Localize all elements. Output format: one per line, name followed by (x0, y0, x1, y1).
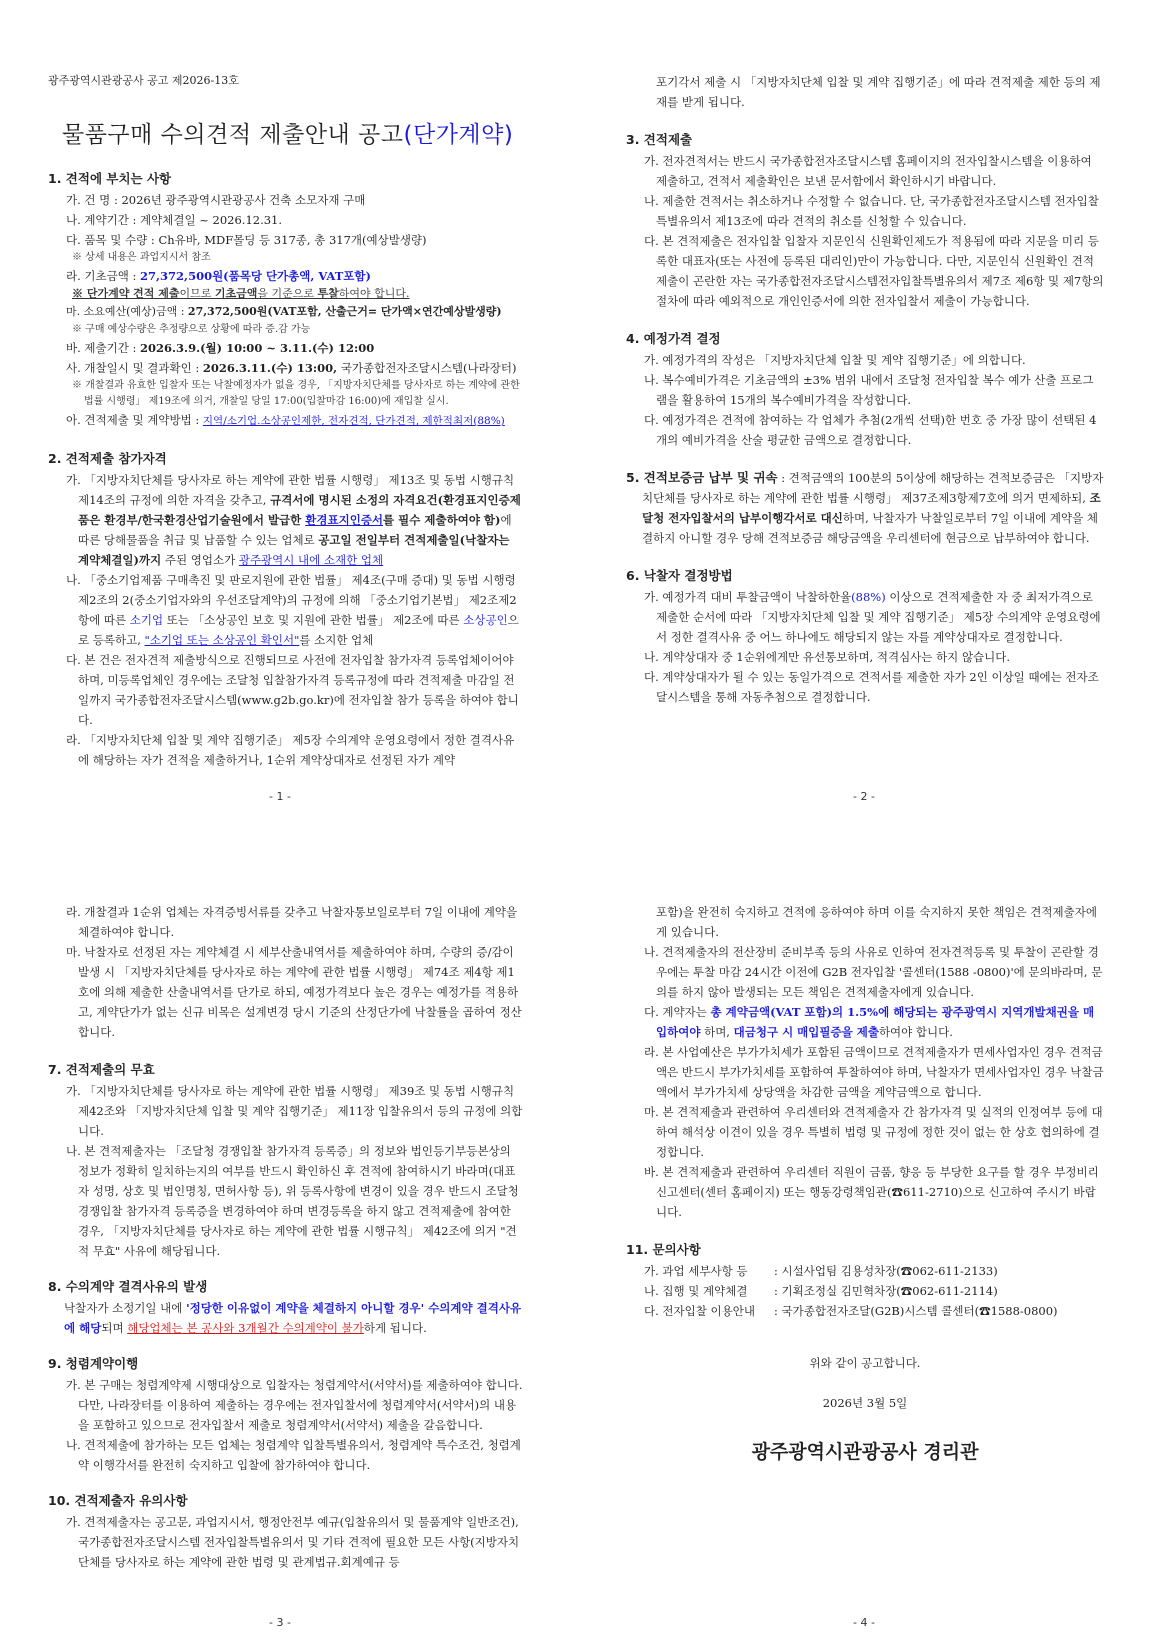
s4-ga: 가. 예정가격의 작성은 「지방자치단체 입찰 및 계약 집행기준」에 의합니다. (644, 353, 1026, 367)
p4-da-4: 대금청구 시 매입필증을 제출 (733, 1025, 879, 1039)
notice-number: 광주광역시관광공사 공고 제2026-13호 (48, 74, 239, 87)
section-4-title: 4. 예정가격 결정 (626, 331, 721, 346)
s1-sa (48, 358, 524, 378)
section-8-title: 8. 수의계약 결격사유의 발생 (48, 1279, 208, 1294)
closing-statement: 위와 같이 공고합니다. (809, 1356, 921, 1370)
signature: 광주광역시관광공사 경리관 (751, 1441, 979, 1463)
s6-na: 나. 계약상대자 중 1순위에게만 유선통보하며, 적격심사는 하지 않습니다. (644, 650, 1011, 664)
s2-ga-7: 주된 영업소가 (161, 553, 239, 567)
contact-value: : 시설사업팀 김용성차장(☎062-611-2133) (774, 1264, 998, 1278)
s1-da: 다. 품목 및 수량 : Ch유바, MDF몰딩 등 317종, 총 317개(예상발생량) (66, 233, 427, 247)
p3-ma: 마. 낙찰자로 선정된 자는 계약체결 시 세부산출내역서를 제출하여야 하며, 수량의 증/감이 발생 시 「지방자치단체를 당사자로 하는 계약에 관한 법률 시행령」 제74조 제4항 제1호에 의해 제출한 산출내역서를 단가로 하되, 예정가격보다 높은 경우는 예정가를 적용하고, 계약단가가 없는 신규 비목은 설계변경 당시 기준의 산정단가에 낙찰률을 곱하여 정산합니다. (66, 945, 522, 1039)
s1-a (48, 410, 524, 431)
page-3 (0, 826, 560, 1652)
s1-ma (48, 302, 524, 322)
s1-sa-value: 2026.3.11.(수) 13:00, (202, 361, 338, 375)
s7-na: 나. 본 견적제출자는 「조달청 경쟁입찰 참가자격 등록증」의 정보와 법인등기부등본상의 정보가 정확히 일치하는지의 여부를 반드시 확인하신 후 견적에 참여하시기 바라며(대표자 성명, 상호 및 법인명칭, 면허사항 등), 위 등록사항에 변경이 있을 경우 반드시 조달청 경쟁입찰 참가자격 등록증을 변경하여야 하며 변경등록을 하지 않고 견적제출에 참여한 경우, 「지방자치단체를 당사자로 하는 계약에 관한 법률 시행규칙」 제42조에 의거 "견적 무효" 사유에 해당됩니다. (66, 1144, 519, 1258)
contact-value: : 국가종합전자조달(G2B)시스템 콜센터(☎1588-0800) (774, 1304, 1058, 1318)
ra-note-f: 하여야 합니다. (338, 287, 410, 300)
s5-body-2: 조달청 전자입찰서의 납부이행각서로 대신 (642, 491, 1101, 525)
s5-body-3: 하며, 낙찰자가 낙찰일로부터 7일 이내에 계약을 체결하지 아니할 경우 당해 견적보증금 해당금액을 우리센터에 현금으로 납부하여야 합니다. (642, 511, 1098, 545)
contact-label: 나. 집행 및 계약체결 (644, 1284, 748, 1298)
page-number-2: - 2 - (853, 790, 875, 803)
s2-na-7: 를 소지한 업체 (299, 633, 374, 647)
s1-sa-label: 사. 개찰일시 및 결과확인 : (66, 361, 203, 375)
page-number-4: - 4 - (853, 1616, 875, 1629)
s1-ra-value: 27,372,500원(품목당 단가총액, VAT포함) (140, 269, 371, 283)
contact-label: 다. 전자입찰 이용안내 (644, 1304, 755, 1318)
section-9 (48, 1354, 524, 1475)
contact-row (626, 1281, 1104, 1301)
section-7 (48, 1060, 524, 1261)
p4-da-2: 총 계약금액(VAT 포함)의 1.5%에 해당되는 광주광역시 지역개발채권을 매입하여야 (656, 1005, 1095, 1039)
section-10-title: 10. 견적제출자 유의사항 (48, 1493, 188, 1508)
document-title (62, 116, 524, 149)
p4-da-5: 하여야 합니다. (878, 1025, 953, 1039)
s6-ga-3: 이상으로 견적제출한 자 중 최저가격으로 제출한 순서에 따라 「지방자치단체 입찰 및 계약 집행기준」 제5장 수의계약 운영요령에서 정한 결격사유 중 어느 하나에도 해당되지 않는 자를 계약상대자로 결정합니다. (656, 590, 1101, 644)
section-2-title: 2. 견적제출 참가자격 (48, 451, 167, 466)
title-main: 물품구매 수의견적 제출안내 공고 (62, 122, 404, 148)
section-2 (48, 449, 524, 770)
ra-note-d: 을 기준으로 (257, 287, 318, 300)
s2-da: 다. 본 건은 전자견적 제출방식으로 진행되므로 사전에 전자입찰 참가자격 등록업체이어야 하며, 미등록업체인 경우에는 조달청 입찰참가자격 등록규정에 따라 견적제출 마감일 전일까지 국가종합전자조달시스템(www.g2b.go.kr)에 전자입찰 참가 등록을 하여야 합니다. (66, 653, 519, 727)
s9-ga: 가. 본 구매는 청렴계약제 시행대상으로 입찰자는 청렴계약서(서약서)를 제출하여야 합니다. 다만, 나라장터를 이용하여 제출하는 경우에는 전자입찰서에 청렴계약서(서약서)의 내용을 포함하고 있으므로 전자입찰서 제출로 청렴계약서(서약서) 제출을 갈음합니다. (66, 1378, 523, 1432)
s1-ba-label: 바. 제출기간 : (66, 341, 141, 355)
page-4 (584, 826, 1144, 1652)
section-9-title: 9. 청렴계약이행 (48, 1356, 139, 1371)
s2-ga-1: 가. 「지방자치단체를 당사자로 하는 계약에 관한 법률 시행령」 제13조 및 동법 시행규칙 제14조의 규정에 의한 자격을 갖추고, (66, 473, 515, 507)
s3-ga: 가. 전자견적서는 반드시 국가종합전자조달시스템 홈페이지의 전자입찰시스템을 이용하여 제출하고, 견적서 제출확인은 보낸 문서함에서 확인하시기 바랍니다. (644, 154, 1092, 188)
section-11 (626, 1240, 1104, 1321)
s2-ra: 라. 「지방자치단체 입찰 및 계약 집행기준」 제5장 수의계약 운영요령에서 정한 결격사유에 해당하는 자가 견적을 제출하거나, 1순위 계약상대자로 선정된 자가 계약 (66, 733, 515, 767)
p4-ra: 라. 본 사업예산은 부가가치세가 포함된 금액이므로 견적제출자가 면세사업자인 경우 견적금액은 반드시 부가가치세를 포함하여 투찰하여야 하며, 낙찰자가 면세사업자인 경우 낙찰금액에서 부가가치세 상당액을 차감한 금액을 계약금액으로 합니다. (644, 1045, 1104, 1099)
s10-ga: 가. 견적제출자는 공고문, 과업지시서, 행정안전부 예규(입찰유의서 및 물품계약 일반조건), 국가종합전자조달시스템 전자입찰특별유의서 및 기타 견적에 필요한 모든 사항(지방자치단체를 당사자로 하는 계약에 관한 법령 및 관계법규.회계예규 등 (66, 1515, 520, 1569)
s6-da: 다. 계약상대자가 될 수 있는 동일가격으로 견적서를 제출한 자가 2인 이상일 때에는 전자조달시스템을 통해 자동추첨으로 결정합니다. (644, 670, 1099, 704)
section-5 (626, 468, 1104, 548)
s2-ga-2: 규격서에 명시된 소정의 자격요건(환경표지인증제품은 환경부/한국환경산업기술원에서 발급한 (78, 493, 521, 527)
section-3-title: 3. 견적제출 (626, 132, 693, 147)
p4-top: 포함)을 완전히 숙지하고 견적에 응하여야 하며 이를 숙지하지 못한 책임은 견적제출자에게 있습니다. (656, 905, 1097, 939)
section-8 (48, 1277, 524, 1338)
p4-ma: 마. 본 견적제출과 관련하여 우리센터와 견적제출자 간 참가자격 및 실적의 인정여부 등에 대하여 해석상 이견이 있을 경우 특별히 법령 및 규정에 정한 것이 없는 한 상호 협의하에 결정합니다. (644, 1105, 1103, 1159)
s2-ga-5: 에 따른 당해물품을 취급 및 납품할 수 있는 업체로 (78, 513, 512, 547)
s2-ga-4: 를 필수 제출하여야 함) (383, 513, 501, 527)
s8-body-2: '정당한 이유없이 계약을 체결하지 아니할 경우' 수의계약 결격사유에 해당 (64, 1301, 522, 1335)
p4-da-3: 하며, (700, 1025, 734, 1039)
s1-sa-post: 국가종합전자조달시스템(나라장터) (337, 361, 517, 375)
section-4 (626, 329, 1104, 450)
s1-a-label: 아. 견적제출 및 계약방법 : (66, 413, 203, 427)
contact-value: : 기획조정실 김민혁차장(☎062-611-2114) (774, 1284, 998, 1298)
notice-date: 2026년 3월 5일 (822, 1396, 908, 1410)
s2-ga (48, 470, 524, 570)
s2-na-1: 나. 「중소기업제품 구매촉진 및 판로지원에 관한 법률」 제4조(구매 증대) 및 동법 시행령 제2조의 2(중소기업자와의 우선조달계약)의 규정에 의해 「중소기업기본법」 제2조제2항에 따른 (66, 573, 517, 627)
s8-body-4: 해당업체는 본 공사와 3개월간 수의계약이 불가 (127, 1321, 364, 1335)
section-5-title: 5. 견적보증금 납부 및 귀속 (626, 470, 778, 485)
section-10 (48, 1491, 524, 1572)
s1-ra-note (48, 286, 524, 302)
s6-ga-2: (88%) (851, 590, 886, 604)
s3-na: 나. 제출한 견적서는 취소하거나 수정할 수 없습니다. 단, 국가종합전자조달시스템 전자입찰특별유의서 제13조에 따라 견적의 취소를 신청할 수 있습니다. (644, 194, 1099, 228)
ra-note-b: 이므로 (179, 287, 215, 300)
s2-na-2: 소기업 (129, 613, 164, 627)
s9-na: 나. 견적제출에 참가하는 모든 업체는 청렴계약 입찰특별유의서, 청렴계약 특수조건, 청렴계약 이행각서를 완전히 숙지하고 입찰에 참가하여야 합니다. (66, 1438, 521, 1472)
ra-note-c: 기초금액 (214, 287, 258, 300)
ra-note-a: ※ 단가계약 견적 제출 (72, 287, 180, 300)
s2-ga-6: 공고일 전일부터 견적제출일(낙찰자는 계약체결일)까지 (78, 533, 510, 567)
p2-continuation: 포기각서 제출 시 「지방자치단체 입찰 및 계약 집행기준」에 따라 견적제출 제한 등의 제재를 받게 됩니다. (656, 75, 1101, 109)
s1-da-note: ※ 상세 내용은 과업지시서 참조 (72, 252, 211, 263)
section-6 (626, 566, 1104, 707)
s2-ga-8: 광주광역시 내에 소재한 업체 (238, 553, 384, 567)
page-2 (584, 0, 1144, 826)
p4-na: 나. 견적제출자의 전산장비 준비부족 등의 사유로 인하여 전자견적등록 및 투찰이 곤란할 경우에는 투찰 마감 24시간 이전에 G2B 전자입찰 '콜센터(1588 -0800)'에 문의바라며, 문의를 하지 않아 발생되는 모든 책임은 견적제출자에게 있습니다. (644, 945, 1103, 999)
s1-ra-label: 라. 기초금액 : (66, 269, 141, 283)
s5-body-1: : 견적금액의 100분의 5이상에 해당하는 견적보증금은 「지방자치단체를 당사자로 하는 계약에 관한 법률 시행령」 제37조제3항제7호에 의거 면제하되, (642, 471, 1104, 505)
s1-ga: 가. 건 명 : 2026년 광주광역시관광공사 건축 소모자재 구매 (66, 193, 366, 207)
s7-ga: 가. 「지방자치단체를 당사자로 하는 계약에 관한 법률 시행령」 제39조 및 동법 시행규칙 제42조와 「지방자치단체 입찰 및 계약 집행기준」 제11장 입찰유의서 등의 규정에 의합니다. (66, 1084, 523, 1138)
ra-note-e: 투찰 (317, 287, 339, 300)
s8-body-5: 하게 됩니다. (363, 1321, 427, 1335)
s8-body-3: 되며 (101, 1321, 128, 1335)
s8-body (48, 1298, 524, 1338)
p3-ra: 라. 개찰결과 1순위 업체는 자격증빙서류를 갖추고 낙찰자통보일로부터 7일 이내에 계약을 체결하여야 합니다. (66, 905, 518, 939)
s1-ra (48, 266, 524, 286)
s6-ga-1: 가. 예정가격 대비 투찰금액이 낙찰하한율 (644, 590, 852, 604)
p4-da (626, 1002, 1104, 1042)
s4-na: 나. 복수예비가격은 기초금액의 ±3% 범위 내에서 조달청 전자입찰 복수 예가 산출 프로그램을 활용하여 15개의 복수예비가격을 작성합니다. (644, 373, 1094, 407)
title-paren: (단가계약) (403, 122, 514, 148)
page-number-1: - 1 - (269, 790, 291, 803)
s2-na-5: 으로 등록하고, (78, 613, 519, 647)
section-6-title: 6. 낙찰자 결정방법 (626, 568, 733, 583)
p4-ba: 바. 본 견적제출과 관련하여 우리센터 직원이 금품, 향응 등 부당한 요구를 할 경우 부정비리신고센터(센터 홈페이지) 또는 행동강령책임관(☎611-2710)으로 신고하여 주시기 바랍니다. (644, 1165, 1099, 1219)
s1-ba-value: 2026.3.9.(월) 10:00 ~ 3.11.(수) 12:00 (140, 341, 375, 355)
contact-row (626, 1261, 1104, 1281)
s8-body-1: 낙찰자가 소정기일 내에 (64, 1301, 187, 1315)
s2-na-4: 소상공인 (463, 613, 508, 627)
section-1 (48, 169, 524, 431)
section-7-title: 7. 견적제출의 무효 (48, 1062, 155, 1077)
page-number-3: - 3 - (269, 1616, 291, 1629)
s3-da: 다. 본 견적제출은 전자입찰 입찰자 지문인식 신원확인제도가 적용됨에 따라 지문을 미리 등록한 대표자(또는 사전에 등록된 대리인)만이 가능합니다. 다만, 지문인식 신원확인 견적제출이 곤란한 자는 국가종합전자조달시스템전자입찰특별유의서 제7조 제6항 및 제7항의 절차에 따라 예외적으로 개인인증서에 의한 전자입찰서 제출이 가능합니다. (644, 234, 1104, 308)
s4-da: 다. 예정가격은 견적에 참여하는 각 업체가 추첨(2개씩 선택)한 번호 중 가장 많이 선택된 4개의 예비가격을 산술 평균한 금액으로 결정합니다. (644, 413, 1097, 447)
s1-na: 나. 계약기간 : 계약체결일 ~ 2026.12.31. (66, 213, 283, 227)
s2-na (48, 570, 524, 650)
s1-ma-label: 마. 소요예산(예상)금액 : (66, 305, 188, 318)
section-11-title: 11. 문의사항 (626, 1242, 701, 1257)
s2-na-3: 또는 「소상공인 보호 및 지원에 관한 법률」 제2조에 따른 (163, 613, 464, 627)
s2-ga-3: 환경표지인증서 (305, 513, 384, 527)
p4-da-1: 다. 계약자는 (644, 1005, 711, 1019)
s1-ma-note: ※ 구매 예상수량은 추정량으로 상황에 따라 증.감 가능 (72, 324, 311, 335)
section-1-title: 1. 견적에 부치는 사항 (48, 171, 172, 186)
s1-sa-note: ※ 개찰결과 유효한 입찰자 또는 낙찰예정자가 없을 경우, 「지방자치단체를 당사자로 하는 계약에 관한 법률 시행령」 제19조에 의거, 개찰일 당일 17:00(입찰마감 16:00)에 재입찰 실시. (72, 380, 520, 407)
s1-a-value: 지역/소기업.소상공인제한, 전자견적, 단가견적, 제한적최저(88%) (202, 415, 505, 427)
section-3 (626, 130, 1104, 311)
s2-na-6: "소기업 또는 소상공인 확인서" (144, 633, 300, 647)
s1-ma-value: 27,372,500원(VAT포함, 산출근거= 단가액×연간예상발생량) (187, 305, 502, 318)
page-1 (0, 0, 560, 826)
contact-label: 가. 과업 세부사항 등 (644, 1264, 748, 1278)
s1-ba (48, 338, 524, 358)
contact-row (626, 1301, 1104, 1321)
s6-ga (626, 587, 1104, 647)
s5-body (626, 468, 1104, 548)
